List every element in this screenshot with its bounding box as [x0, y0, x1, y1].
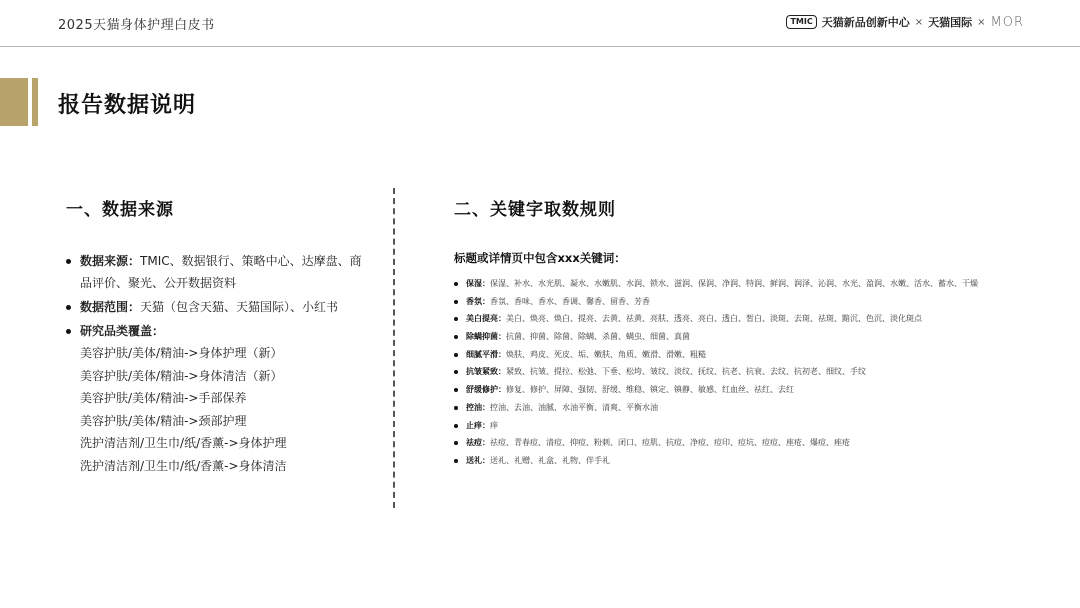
list-item — [66, 250, 366, 294]
category-list — [66, 342, 366, 477]
rule-label: 止痒： — [466, 420, 490, 430]
rule-text: 紧致、抗皱、提拉、松弛、下垂、松垮、皱纹、淡纹、抚纹、抗老、抗衰、去纹、抗初老、细纹、手纹 — [506, 367, 866, 377]
bullet-icon — [454, 388, 458, 392]
rule-text: 香氛、香味、香水、香调、馨香、留香、芳香 — [490, 296, 650, 306]
header-divider — [0, 46, 1080, 47]
bullet-icon — [454, 424, 458, 428]
page-title: 报告数据说明 — [58, 93, 197, 118]
rule-label: 控油： — [466, 402, 490, 412]
section-title-keyword-rules: 二、关键字取数规则 — [454, 200, 616, 220]
mor-logo: MOR — [990, 14, 1024, 30]
bullet-icon — [454, 459, 458, 463]
category-line: 美容护肤/美体/精油->颈部护理 — [80, 413, 247, 428]
bullet-icon — [454, 353, 458, 357]
keyword-rules-subtitle: 标题或详情页中包含xxx关键词： — [454, 251, 626, 265]
item-text: 天猫（包含天猫、天猫国际）、小红书 — [140, 300, 339, 314]
logo-separator: × — [914, 16, 924, 28]
category-line: 美容护肤/美体/精油->身体清洁（新） — [80, 368, 283, 383]
tmic-center-logo-text: 天猫新品创新中心 — [821, 16, 910, 29]
rule-label: 除螨抑菌： — [466, 332, 506, 342]
gold-accent-bar-thin — [32, 78, 38, 126]
rule-label: 细腻平滑： — [466, 349, 506, 359]
list-item — [454, 420, 1014, 433]
tmall-global-logo: 天猫国际 — [928, 16, 973, 29]
rule-text: 控油、去油、油腻、水油平衡、清爽、平衡水油 — [490, 402, 658, 412]
bullet-icon — [454, 300, 458, 304]
section-title-data-source: 一、数据来源 — [66, 200, 174, 220]
category-line: 洗护清洁剂/卫生巾/纸/香薰->身体护理 — [80, 436, 287, 450]
rule-label: 送礼： — [466, 455, 490, 465]
rule-text: 焕肤、鸡皮、死皮、垢、嫩肤、角质、嫩滑、滑嫩、粗糙 — [506, 349, 706, 359]
bullet-icon — [454, 370, 458, 374]
bullet-icon — [454, 406, 458, 410]
rule-text: 痒 — [490, 420, 498, 430]
category-line: 美容护肤/美体/精油->手部保养 — [80, 391, 247, 405]
header-bar — [0, 0, 1080, 48]
item-text: TMIC、数据银行、策略中心、达摩盘、商品评价、聚光、公开数据资料 — [80, 254, 362, 290]
keyword-rules-section — [454, 195, 1014, 473]
gold-accent-bar — [0, 78, 28, 126]
rule-text: 美白、焕亮、焕白、提亮、去黄、祛黄、亮肤、透亮、亮白、透白、皙白、淡斑、去斑、祛斑、黯沉、色沉、淡化斑点 — [506, 314, 922, 324]
list-item — [454, 349, 1014, 362]
rule-label: 美白提亮： — [466, 314, 506, 324]
rule-label: 保湿： — [466, 279, 490, 288]
bullet-icon — [66, 329, 71, 334]
list-item — [454, 437, 1014, 450]
category-line: 美容护肤/美体/精油->身体护理（新） — [80, 346, 283, 360]
rule-text: 祛痘、青春痘、清痘、抑痘、粉刺、闭口、痘肌、抗痘、净痘、痘印、痘坑、痘痘、座疮、爆痘、痤疮 — [490, 438, 850, 448]
title-accent — [0, 78, 40, 126]
data-source-list — [66, 250, 366, 342]
item-label: 研究品类覆盖： — [80, 324, 165, 338]
bullet-icon — [66, 305, 71, 310]
bullet-icon — [454, 317, 458, 321]
rule-text: 保湿、补水、水光肌、凝水、水嫩肌、水润、锁水、滋润、保润、净润、特润、鲜润、润泽、沁润、水光、盈润、水嫩、活水、蓄水、干燥 — [490, 279, 978, 288]
column-divider — [393, 188, 395, 508]
item-label: 数据来源： — [80, 254, 141, 268]
bullet-icon — [454, 441, 458, 445]
list-item — [454, 296, 1014, 309]
rule-label: 香氛： — [466, 296, 490, 306]
report-title: 2025天猫身体护理白皮书 — [58, 18, 215, 33]
logo-separator: × — [977, 16, 986, 28]
list-item — [66, 296, 366, 318]
keyword-rules-list — [454, 278, 1014, 467]
rule-label: 舒缓修护： — [466, 385, 506, 395]
rule-label: 抗皱紧致： — [466, 367, 506, 377]
list-item — [66, 320, 366, 342]
category-line: 洗护清洁剂/卫生巾/纸/香薰->身体清洁 — [80, 458, 287, 473]
rule-text: 修复、修护、屏障、强韧、舒缓、维稳、镇定、镇静、敏感、红血丝、祛红、去红 — [506, 385, 794, 395]
list-item — [454, 278, 1014, 291]
list-item — [454, 313, 1014, 326]
rule-label: 祛痘： — [466, 438, 490, 448]
list-item — [454, 402, 1014, 415]
rule-text: 抗菌、抑菌、除菌、除螨、杀菌、螨虫、细菌、真菌 — [506, 332, 690, 342]
list-item — [454, 331, 1014, 344]
item-label: 数据范围： — [80, 300, 141, 314]
list-item — [454, 384, 1014, 397]
partner-logos — [786, 14, 1024, 30]
tmic-logo: TMIC — [786, 15, 816, 29]
bullet-icon — [454, 282, 458, 286]
data-source-section — [66, 195, 366, 477]
list-item — [454, 366, 1014, 379]
list-item — [454, 455, 1014, 468]
bullet-icon — [454, 335, 458, 339]
rule-text: 送礼、礼赠、礼盒、礼物、伴手礼 — [490, 455, 610, 465]
bullet-icon — [66, 259, 71, 264]
